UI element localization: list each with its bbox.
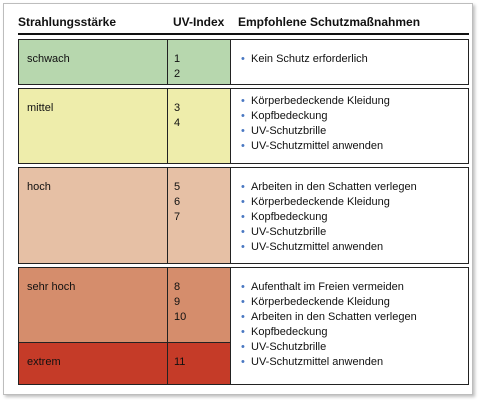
table-frame bbox=[3, 3, 473, 395]
list-item bbox=[241, 325, 468, 340]
measure-text: UV-Schutzmittel anwenden bbox=[251, 356, 384, 368]
measure-text: UV-Schutzmittel anwenden bbox=[251, 241, 384, 253]
bullet-icon: • bbox=[241, 281, 245, 293]
measures-list bbox=[241, 180, 468, 255]
list-item bbox=[241, 210, 468, 225]
measures-list bbox=[241, 280, 468, 370]
list-item bbox=[241, 355, 468, 370]
uv-index-value: 9 bbox=[174, 296, 181, 308]
measure-text: Kopfbedeckung bbox=[251, 326, 328, 338]
measures-list bbox=[241, 94, 468, 154]
measure-text: Aufenthalt im Freien vermeiden bbox=[251, 281, 404, 293]
list-item bbox=[241, 94, 468, 109]
measure-text: Kein Schutz erforderlich bbox=[251, 53, 368, 65]
row-schwach-level-cell bbox=[18, 39, 167, 85]
uv-index-value: 1 bbox=[174, 53, 181, 65]
measures-list bbox=[241, 52, 468, 67]
list-item bbox=[241, 295, 468, 310]
row-mittel-level-cell bbox=[18, 88, 167, 164]
bullet-icon: • bbox=[241, 181, 245, 193]
list-item bbox=[241, 109, 468, 124]
uv-index-value: 5 bbox=[174, 181, 181, 193]
bullet-icon: • bbox=[241, 241, 245, 253]
measure-text: Körperbedeckende Kleidung bbox=[251, 296, 390, 308]
list-item bbox=[241, 180, 468, 195]
measure-text: Kopfbedeckung bbox=[251, 211, 328, 223]
bullet-icon: • bbox=[241, 211, 245, 223]
list-item bbox=[241, 310, 468, 325]
uv-index-value: 10 bbox=[174, 311, 187, 323]
row-schwach-index-cell bbox=[167, 39, 231, 85]
row-hoch-measures-cell bbox=[231, 167, 469, 264]
uv-index-value: 2 bbox=[174, 68, 181, 80]
measure-text: UV-Schutzbrille bbox=[251, 125, 327, 137]
measure-text: Körperbedeckende Kleidung bbox=[251, 95, 390, 107]
measure-text: Arbeiten in den Schatten verlegen bbox=[251, 181, 417, 193]
bullet-icon: • bbox=[241, 140, 245, 152]
uv-index-value: 4 bbox=[174, 117, 181, 129]
bullet-icon: • bbox=[241, 196, 245, 208]
uv-index-value: 11 bbox=[174, 356, 186, 368]
uv-index-value: 6 bbox=[174, 196, 181, 208]
row-hoch-level-cell bbox=[18, 167, 167, 264]
level-label: schwach bbox=[27, 53, 70, 65]
bullet-icon: • bbox=[241, 125, 245, 137]
measure-text: UV-Schutzbrille bbox=[251, 226, 327, 238]
level-label: mittel bbox=[27, 102, 54, 114]
bullet-icon: • bbox=[241, 226, 245, 238]
bullet-icon: • bbox=[241, 53, 245, 65]
list-item bbox=[241, 225, 468, 240]
row-extrem-level-cell bbox=[18, 342, 167, 385]
list-item bbox=[241, 139, 468, 154]
row-mittel-measures-cell bbox=[231, 88, 469, 164]
bullet-icon: • bbox=[241, 110, 245, 122]
bullet-icon: • bbox=[241, 296, 245, 308]
row-sehr-hoch-level-cell bbox=[18, 267, 167, 342]
level-label: sehr hoch bbox=[27, 281, 76, 293]
measure-text: UV-Schutzmittel anwenden bbox=[251, 140, 384, 152]
list-item bbox=[241, 240, 468, 255]
header-level: Strahlungsstärke bbox=[18, 15, 117, 29]
header-index: UV-Index bbox=[173, 15, 225, 29]
list-item bbox=[241, 340, 468, 355]
list-item bbox=[241, 124, 468, 139]
bullet-icon: • bbox=[241, 356, 245, 368]
header-measures: Empfohlene Schutzmaßnahmen bbox=[238, 15, 421, 29]
bullet-icon: • bbox=[241, 341, 245, 353]
bullet-icon: • bbox=[241, 95, 245, 107]
measure-text: Arbeiten in den Schatten verlegen bbox=[251, 311, 417, 323]
list-item bbox=[241, 195, 468, 210]
header-rule bbox=[18, 33, 469, 35]
row-mittel-index-cell bbox=[167, 88, 231, 164]
uv-index-value: 8 bbox=[174, 281, 181, 293]
uv-index-value: 7 bbox=[174, 211, 181, 223]
list-item bbox=[241, 52, 468, 67]
row-hoch-index-cell bbox=[167, 167, 231, 264]
list-item bbox=[241, 280, 468, 295]
row-schwach-measures-cell bbox=[231, 39, 469, 85]
measure-text: Körperbedeckende Kleidung bbox=[251, 196, 390, 208]
row-extrem-index-cell bbox=[167, 342, 231, 385]
measure-text: Kopfbedeckung bbox=[251, 110, 328, 122]
level-label: hoch bbox=[27, 181, 51, 193]
level-label: extrem bbox=[27, 356, 61, 368]
measure-text: UV-Schutzbrille bbox=[251, 341, 327, 353]
row-sehr-hoch-index-cell bbox=[167, 267, 231, 342]
bullet-icon: • bbox=[241, 311, 245, 323]
bullet-icon: • bbox=[241, 326, 245, 338]
row-sehr-hoch-extrem-measures-cell bbox=[231, 267, 469, 385]
uv-index-value: 3 bbox=[174, 102, 181, 114]
